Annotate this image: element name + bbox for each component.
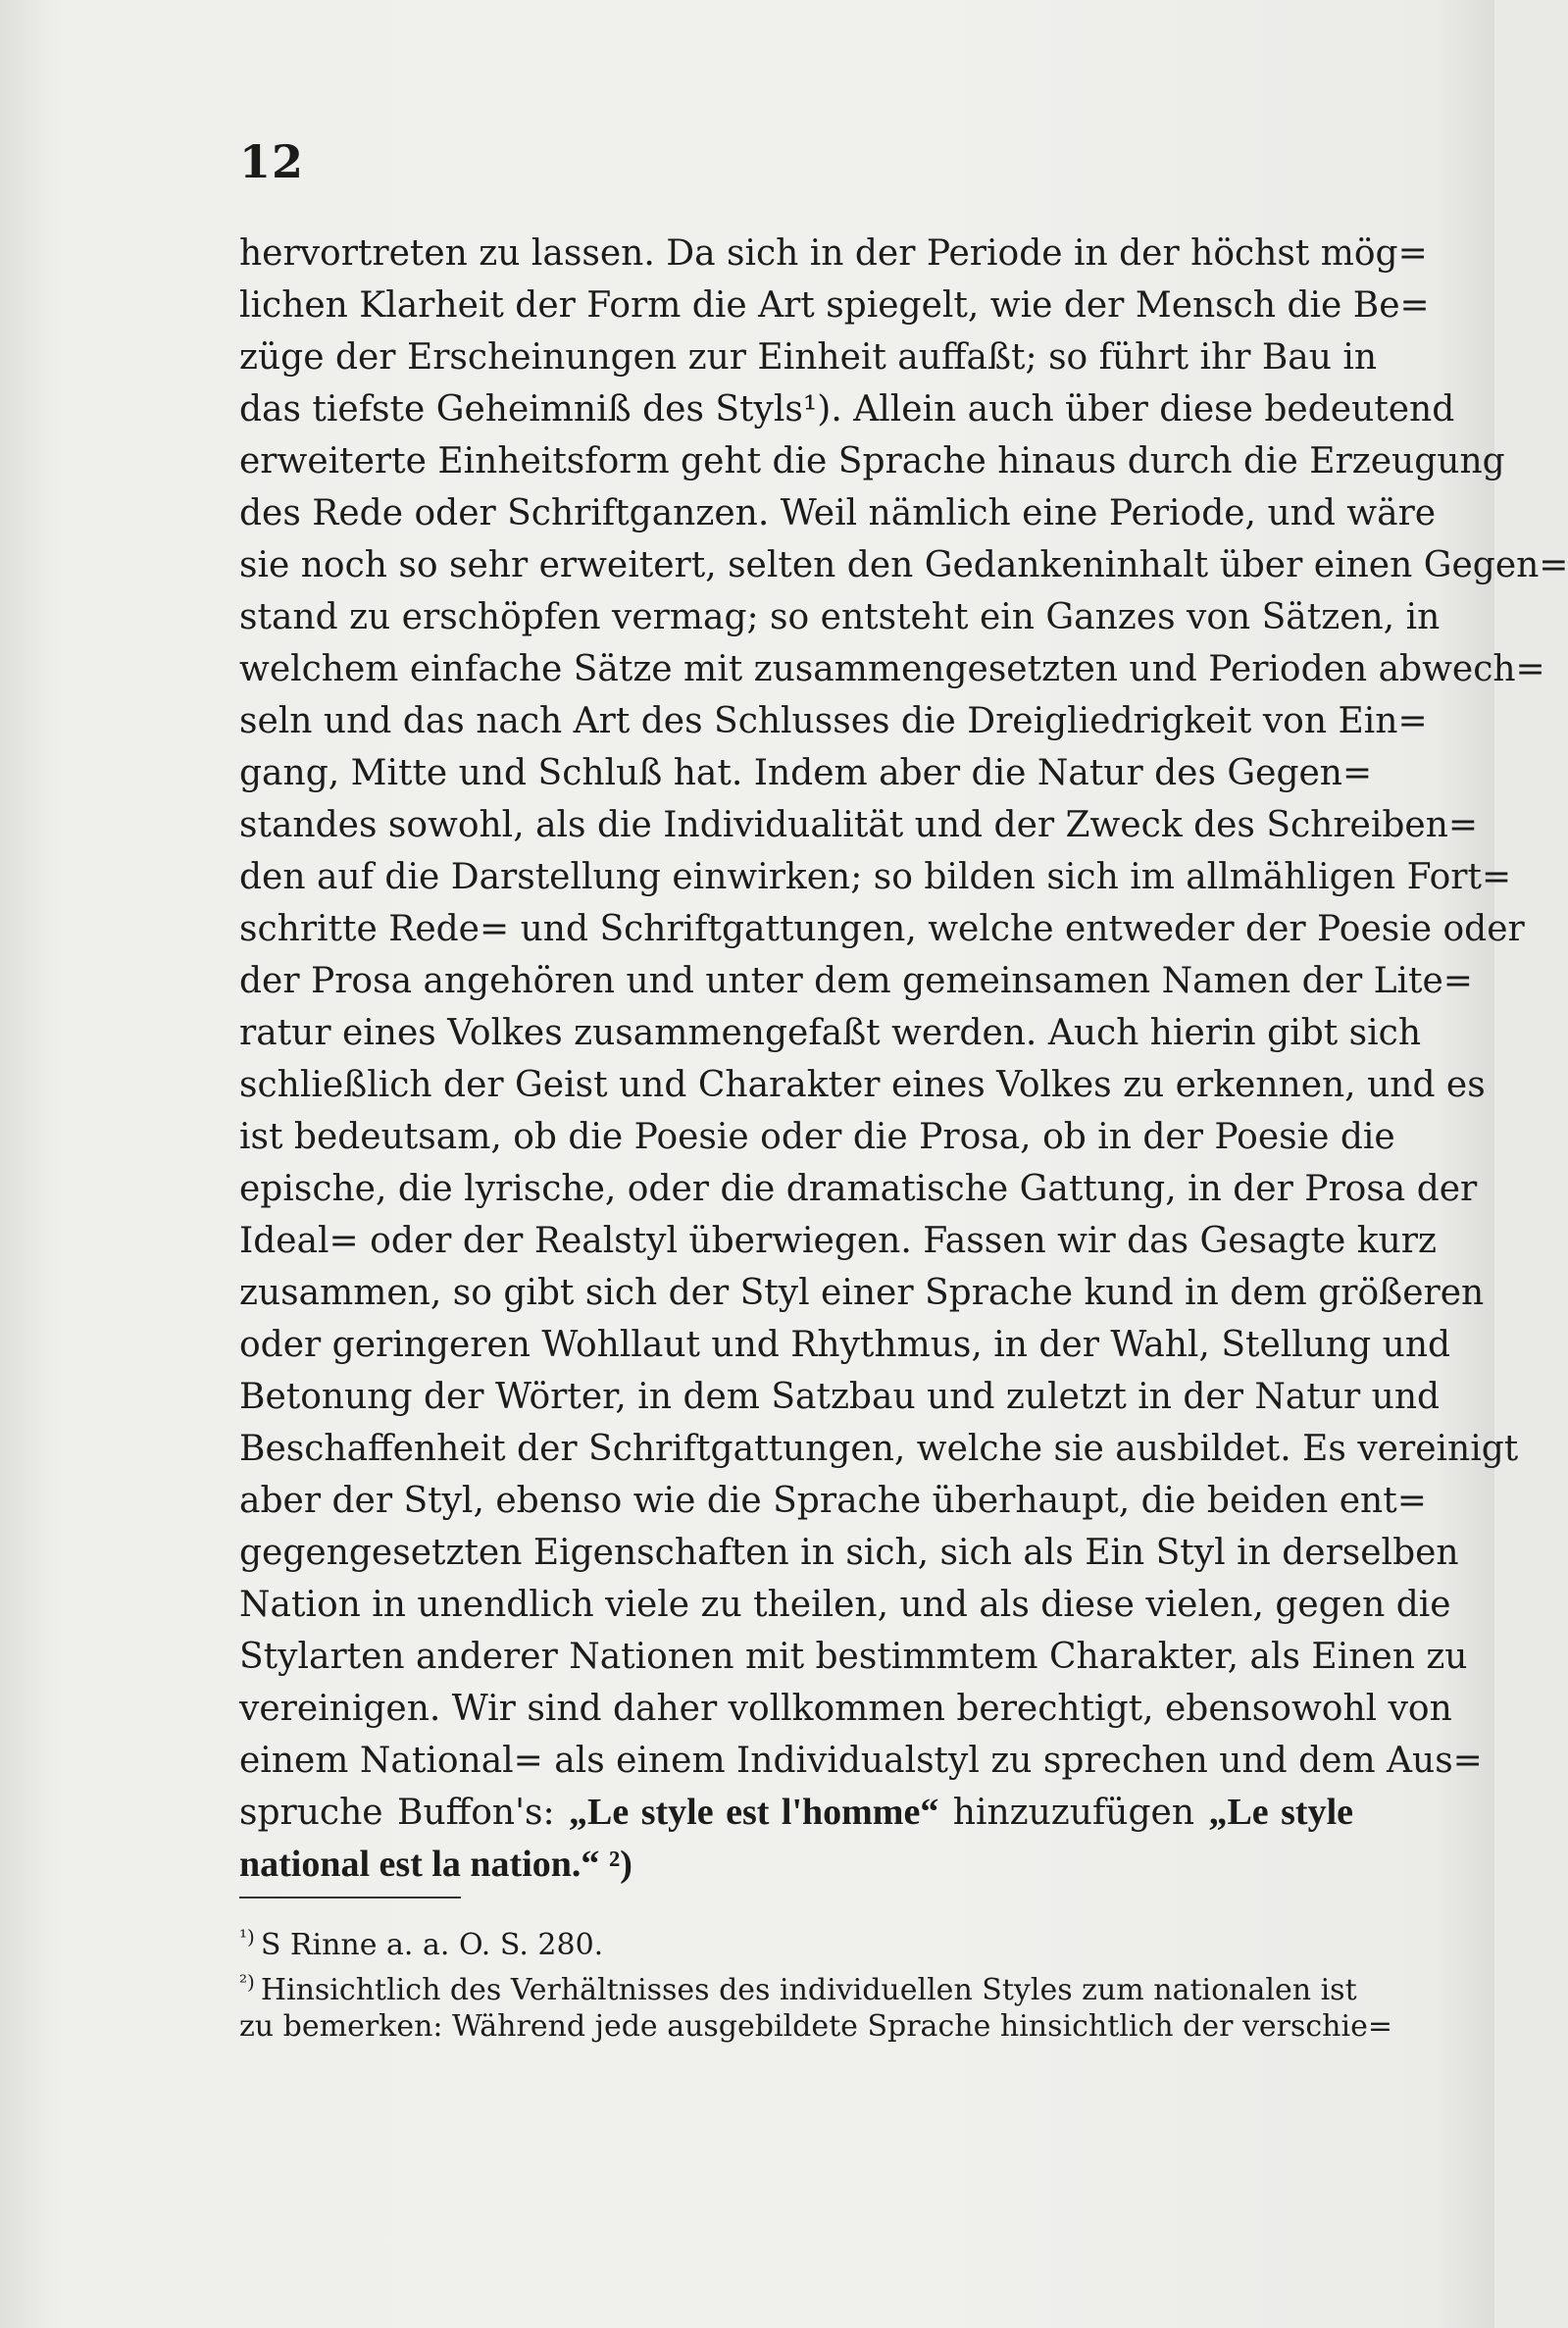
text-line: Nation in unendlich viele zu theilen, und als diese vielen, gegen die — [239, 1585, 1451, 1625]
text-line: den auf die Darstellung einwirken; so bilden sich im allmähligen Fort= — [239, 857, 1512, 897]
text-line: epische, die lyrische, oder die dramatische Gattung, in der Prosa der — [239, 1169, 1478, 1209]
footnote-1 — [239, 1914, 1353, 1962]
text-line: züge der Erscheinungen zur Einheit auffaßt; so führt ihr Bau in — [239, 337, 1378, 378]
text-line: sie noch so sehr erweitert, selten den Gedankeninhalt über einen Gegen= — [239, 545, 1568, 585]
text-line: schritte Rede= und Schriftgattungen, welche entweder der Poesie oder — [239, 909, 1525, 949]
text-line: ratur eines Volkes zusammengefaßt werden. Auch hierin gibt sich — [239, 1013, 1421, 1053]
text-line: das tiefste Geheimniß des Styls¹). Allein auch über diese bedeutend — [239, 389, 1455, 430]
footnotes — [239, 1914, 1392, 2050]
latin-quote: „Le style — [1208, 1792, 1354, 1833]
text-line: gang, Mitte und Schluß hat. Indem aber die Natur des Gegen= — [239, 753, 1373, 793]
footnote-text: S Rinne a. a. O. S. 280. — [260, 1928, 604, 1962]
text-line: lichen Klarheit der Form die Art spiegelt, wie der Mensch die Be= — [239, 285, 1430, 326]
text-line: des Rede oder Schriftganzen. Weil nämlich eine Periode, und wäre — [239, 493, 1437, 533]
text-line: der Prosa angehören und unter dem gemeinsamen Namen der Lite= — [239, 961, 1473, 1001]
text-line: aber der Styl, ebenso wie die Sprache überhaupt, die beiden ent= — [239, 1481, 1427, 1521]
text-line: oder geringeren Wohllaut und Rhythmus, in der Wahl, Stellung und — [239, 1325, 1451, 1365]
text-line: standes sowohl, als die Individualität und der Zweck des Schreiben= — [239, 805, 1479, 845]
footnote-marker: ²) — [239, 1970, 255, 1994]
text-line: vereinigen. Wir sind daher vollkommen berechtigt, ebensowohl von — [239, 1689, 1452, 1729]
text-fragment: hinzuzufügen — [938, 1793, 1209, 1833]
latin-quote: national est la nation.“ ²) — [239, 1844, 632, 1885]
text-line: zusammen, so gibt sich der Styl einer Sprache kund in dem größeren — [239, 1273, 1485, 1313]
text-line-buffon — [239, 1787, 1353, 1839]
text-line: Stylarten anderer Nationen mit bestimmtem Charakter, als Einen zu — [239, 1637, 1468, 1677]
text-line: einem National= als einem Individualstyl zu sprechen und dem Aus= — [239, 1741, 1483, 1781]
page-number: 12 — [239, 135, 305, 188]
text-line: hervortreten zu lassen. Da sich in der Periode in der höchst mög= — [239, 233, 1428, 274]
text-line: Beschaffenheit der Schriftgattungen, welche sie ausbildet. Es vereinigt — [239, 1429, 1519, 1469]
body-text — [239, 228, 1568, 1891]
text-fragment: spruche Buffon's: — [239, 1793, 570, 1833]
footnote-marker: ¹) — [239, 1925, 255, 1948]
text-line: seln und das nach Art des Schlusses die Dreigliedrigkeit von Ein= — [239, 701, 1428, 741]
text-line: Ideal= oder der Realstyl überwiegen. Fassen wir das Gesagte kurz — [239, 1221, 1437, 1261]
footnote-2-continued: zu bemerken: Während jede ausgebildete Sprache hinsichtlich der verschie= — [239, 2009, 1392, 2044]
text-line: erweiterte Einheitsform geht die Sprache hinaus durch die Erzeugung — [239, 441, 1505, 481]
text-line-final — [239, 1839, 1353, 1891]
text-line: stand zu erschöpfen vermag; so entsteht ein Ganzes von Sätzen, in — [239, 597, 1441, 637]
text-line: schließlich der Geist und Charakter eines Volkes zu erkennen, und es — [239, 1065, 1486, 1105]
footnote-2 — [239, 1959, 1357, 2007]
text-line: ist bedeutsam, ob die Poesie oder die Prosa, ob in der Poesie die — [239, 1117, 1395, 1157]
text-line: welchem einfache Sätze mit zusammengesetzten und Perioden abwech= — [239, 649, 1545, 689]
footnote-text: Hinsichtlich des Verhältnisses des individuellen Styles zum nationalen ist — [260, 1973, 1357, 2007]
footnote-divider — [239, 1897, 461, 1898]
text-line: gegengesetzten Eigenschaften in sich, sich als Ein Styl in derselben — [239, 1533, 1459, 1573]
text-line: Betonung der Wörter, in dem Satzbau und zuletzt in der Natur und — [239, 1377, 1441, 1417]
latin-quote: „Le style est l'homme“ — [569, 1792, 939, 1833]
